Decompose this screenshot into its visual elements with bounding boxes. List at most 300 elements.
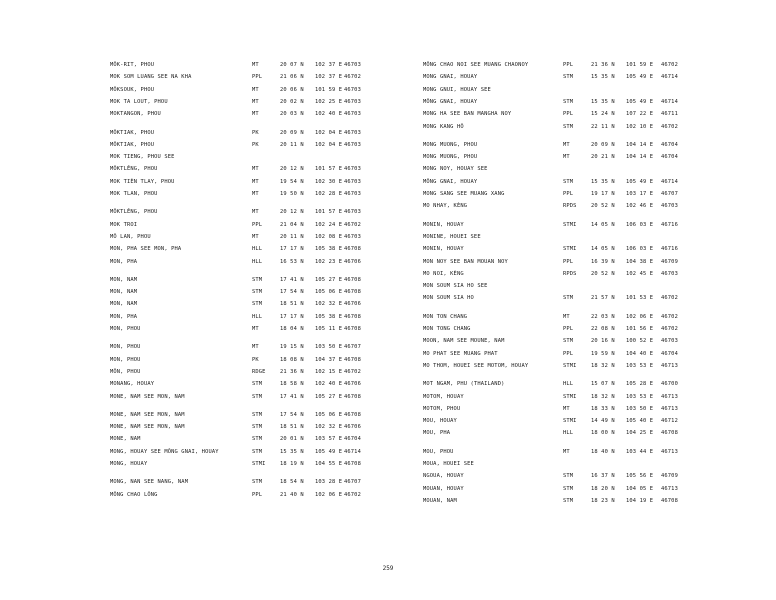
entry-type: PPL xyxy=(563,350,574,357)
entry-longitude: 102 32 E xyxy=(315,301,343,308)
entry-name: MONG NOY, HOUAY SEE xyxy=(423,166,488,173)
entry-longitude: 104 37 E xyxy=(315,356,343,363)
entry-name: MOUA, HOUEI SEE xyxy=(423,461,474,467)
entry-type: PPL xyxy=(252,491,263,498)
entry-name: MO NHAY, KÈNG xyxy=(423,203,468,210)
entry-type: MT xyxy=(563,405,570,412)
entry-type: HLL xyxy=(252,258,263,265)
entry-name: MON, PHOU xyxy=(110,356,141,363)
entry-longitude: 102 15 E xyxy=(315,368,343,375)
entry-name: MONE, NAM SEE MON, NAM xyxy=(110,424,185,431)
entry-type: STMI xyxy=(563,418,577,425)
entry-name: MÔ LAN, PHOU xyxy=(110,233,151,240)
entry-type: MT xyxy=(252,326,259,332)
entry-latitude: 16 53 N xyxy=(280,258,304,265)
entry-name: MONANG, HOUAY xyxy=(110,381,155,388)
entry-longitude: 105 38 E xyxy=(315,246,343,253)
entry-name: MÔKTIAK, PHOU xyxy=(110,141,155,148)
entry-longitude: 102 32 E xyxy=(315,424,343,431)
entry-name: MOK TIÈN TLAY, PHOU xyxy=(110,178,175,185)
entry-latitude: 20 11 N xyxy=(280,233,304,240)
entry-longitude: 104 05 E xyxy=(626,485,654,492)
entry-name: MOU, PHA xyxy=(423,430,451,437)
entry-longitude: 104 25 E xyxy=(626,430,654,437)
entry-name: NGOUA, HOUAY xyxy=(423,473,464,480)
entry-type: RPDS xyxy=(563,270,577,277)
entry-map-code: 46712 xyxy=(661,418,678,425)
entry-type: PK xyxy=(252,356,259,363)
entry-map-code: 46708 xyxy=(344,326,361,332)
entry-name: MON, NAM xyxy=(110,289,138,296)
entry-name: MON, PHOU xyxy=(110,344,141,351)
entry-name: MON, NAM xyxy=(110,301,138,308)
entry-longitude: 102 04 E xyxy=(315,129,343,136)
entry-longitude: 105 49 E xyxy=(626,98,654,105)
entry-map-code: 46706 xyxy=(344,381,361,388)
entry-longitude: 105 49 E xyxy=(315,448,343,455)
entry-map-code: 46706 xyxy=(344,301,361,308)
entry-name: MONG GNUI, HOUAY SEE xyxy=(423,86,491,93)
entry-map-code: 46714 xyxy=(344,448,361,455)
entry-type: PK xyxy=(252,129,259,136)
entry-type: STM xyxy=(563,485,574,492)
entry-latitude: 20 16 N xyxy=(591,338,615,345)
entry-longitude: 104 14 E xyxy=(626,154,654,161)
entry-latitude: 21 36 N xyxy=(591,62,615,68)
entry-name: MONG MUONG, PHOU xyxy=(423,141,478,148)
entry-type: STM xyxy=(252,411,263,418)
entry-name: MON TONG CHANG xyxy=(423,326,471,332)
entry-longitude: 102 24 E xyxy=(315,221,343,228)
entry-type: RDGE xyxy=(252,368,266,375)
entry-name: MÔNG CHAO NOI SEE MUANG CHAONOY xyxy=(423,62,529,68)
entry-map-code: 46702 xyxy=(344,74,361,81)
entry-name: MON SOUM SIA HO SEE xyxy=(423,283,488,290)
entry-latitude: 18 51 N xyxy=(280,424,304,431)
entry-latitude: 21 06 N xyxy=(280,74,304,81)
entry-latitude: 18 00 N xyxy=(591,430,615,437)
entry-map-code: 46703 xyxy=(344,98,361,105)
entry-type: MT xyxy=(252,86,259,93)
entry-latitude: 19 50 N xyxy=(280,191,304,197)
entry-latitude: 18 23 N xyxy=(591,497,615,504)
entry-map-code: 46713 xyxy=(661,448,678,455)
entry-longitude: 107 22 E xyxy=(626,111,654,118)
entry-type: STM xyxy=(252,436,263,443)
entry-type: STM xyxy=(563,178,574,185)
entry-latitude: 18 54 N xyxy=(280,479,304,486)
entry-map-code: 46713 xyxy=(661,485,678,492)
entry-name: MÔKSOUK, PHOU xyxy=(110,86,155,93)
entry-map-code: 46709 xyxy=(661,258,678,265)
entry-type: MT xyxy=(563,313,570,320)
entry-latitude: 15 24 N xyxy=(591,111,615,118)
entry-map-code: 46714 xyxy=(661,98,678,105)
entry-longitude: 104 14 E xyxy=(626,141,654,148)
entry-latitude: 14 05 N xyxy=(591,246,615,253)
entry-longitude: 100 52 E xyxy=(626,338,654,345)
entry-name: MO NOI, KÈNG xyxy=(423,270,464,277)
entry-type: PPL xyxy=(252,74,263,81)
entry-type: MT xyxy=(563,141,570,148)
entry-latitude: 20 21 N xyxy=(591,154,615,161)
entry-type: STM xyxy=(563,98,574,105)
entry-map-code: 46704 xyxy=(344,436,361,443)
entry-name: MON, PHA xyxy=(110,258,138,265)
entry-longitude: 102 40 E xyxy=(315,381,343,388)
entry-latitude: 18 19 N xyxy=(280,461,304,467)
entry-latitude: 14 05 N xyxy=(591,221,615,228)
entry-longitude: 104 38 E xyxy=(626,258,654,265)
entry-name: MONG GNAI, HOUAY xyxy=(423,74,478,81)
entry-map-code: 46716 xyxy=(661,246,678,253)
entry-map-code: 46707 xyxy=(344,344,361,351)
entry-longitude: 102 23 E xyxy=(315,258,343,265)
entry-map-code: 46709 xyxy=(661,473,678,480)
entry-name: MON TON CHANG xyxy=(423,313,468,320)
entry-name: MOKTANGON, PHOU xyxy=(110,111,161,118)
entry-longitude: 104 19 E xyxy=(626,497,654,504)
entry-type: STMI xyxy=(563,221,577,228)
entry-latitude: 18 20 N xyxy=(591,485,615,492)
entry-name: MONG KANG HÔ xyxy=(423,123,464,130)
entry-latitude: 22 08 N xyxy=(591,326,615,332)
entry-map-code: 46703 xyxy=(661,203,678,210)
entry-latitude: 15 35 N xyxy=(591,74,615,81)
entry-latitude: 15 07 N xyxy=(591,381,615,388)
entry-latitude: 18 58 N xyxy=(280,381,304,388)
entry-map-code: 46713 xyxy=(661,405,678,412)
entry-latitude: 18 40 N xyxy=(591,448,615,455)
entry-longitude: 102 04 E xyxy=(315,141,343,148)
entry-map-code: 46702 xyxy=(344,221,361,228)
entry-latitude: 20 03 N xyxy=(280,111,304,118)
entry-longitude: 102 28 E xyxy=(315,191,343,197)
entry-map-code: 46703 xyxy=(344,62,361,68)
entry-name: MOU, HOUAY xyxy=(423,418,457,425)
entry-latitude: 18 51 N xyxy=(280,301,304,308)
entry-type: PPL xyxy=(563,62,574,68)
entry-type: PK xyxy=(252,141,259,148)
entry-type: PPL xyxy=(252,221,263,228)
entry-map-code: 46704 xyxy=(661,154,678,161)
entry-latitude: 18 04 N xyxy=(280,326,304,332)
entry-name: MÔK-RIT, PHOU xyxy=(110,62,155,68)
entry-name: MOK TLAN, PHOU xyxy=(110,191,158,197)
entry-map-code: 46703 xyxy=(344,129,361,136)
entry-type: MT xyxy=(252,191,259,197)
entry-name: MOTOM, HOUAY xyxy=(423,393,464,400)
entry-latitude: 18 08 N xyxy=(280,356,304,363)
entry-longitude: 102 25 E xyxy=(315,98,343,105)
entry-type: MT xyxy=(252,344,259,351)
entry-latitude: 20 11 N xyxy=(280,141,304,148)
entry-longitude: 105 27 E xyxy=(315,393,343,400)
entry-longitude: 106 03 E xyxy=(626,246,654,253)
entry-latitude: 20 01 N xyxy=(280,436,304,443)
entry-longitude: 103 50 E xyxy=(626,405,654,412)
entry-type: STMI xyxy=(563,362,577,369)
entry-map-code: 46708 xyxy=(344,411,361,418)
entry-type: MT xyxy=(252,98,259,105)
entry-longitude: 103 28 E xyxy=(315,479,343,486)
entry-latitude: 17 54 N xyxy=(280,411,304,418)
entry-name: MOTOM, PHOU xyxy=(423,405,461,412)
entry-name: MON, PHA xyxy=(110,313,138,320)
entry-name: MONE, NAM SEE MON, NAM xyxy=(110,393,185,400)
entry-type: STM xyxy=(563,338,574,345)
entry-longitude: 103 53 E xyxy=(626,393,654,400)
entry-latitude: 22 03 N xyxy=(591,313,615,320)
entry-map-code: 46707 xyxy=(344,479,361,486)
entry-map-code: 46708 xyxy=(344,313,361,320)
entry-latitude: 17 41 N xyxy=(280,276,304,283)
entry-name: MOK TIENG, PHOU SEE xyxy=(110,154,175,161)
entry-longitude: 106 03 E xyxy=(626,221,654,228)
entry-longitude: 102 37 E xyxy=(315,62,343,68)
entry-name: MON, PHOU xyxy=(110,326,141,332)
entry-map-code: 46708 xyxy=(344,246,361,253)
entry-longitude: 102 10 E xyxy=(626,123,654,130)
entry-map-code: 46708 xyxy=(344,356,361,363)
entry-name: MONIN, HOUAY xyxy=(423,246,464,253)
entry-longitude: 105 27 E xyxy=(315,276,343,283)
entry-longitude: 102 46 E xyxy=(626,203,654,210)
entry-longitude: 105 49 E xyxy=(626,74,654,81)
entry-longitude: 105 56 E xyxy=(626,473,654,480)
entry-longitude: 103 50 E xyxy=(315,344,343,351)
entry-longitude: 105 06 E xyxy=(315,289,343,296)
entry-type: STM xyxy=(563,473,574,480)
entry-longitude: 103 44 E xyxy=(626,448,654,455)
entry-name: MONG, HOUAY SEE MÔNG GNAI, HOUAY xyxy=(110,448,219,455)
entry-map-code: 46702 xyxy=(661,62,678,68)
entry-latitude: 15 35 N xyxy=(591,98,615,105)
entry-type: HLL xyxy=(563,430,574,437)
entry-longitude: 105 40 E xyxy=(626,418,654,425)
entry-name: MO PHAT SEE MUANG PHAT xyxy=(423,350,498,357)
entry-type: STM xyxy=(252,424,263,431)
entry-name: MO THOM, HOUEI SEE MOTOM, HOUAY xyxy=(423,362,529,369)
entry-latitude: 19 59 N xyxy=(591,350,615,357)
entry-map-code: 46703 xyxy=(344,86,361,93)
entry-longitude: 103 17 E xyxy=(626,191,654,197)
entry-name: MOK TA LOUT, PHOU xyxy=(110,98,168,105)
entry-latitude: 19 17 N xyxy=(591,191,615,197)
entry-name: MONE, NAM SEE MON, NAM xyxy=(110,411,185,418)
entry-map-code: 46713 xyxy=(661,393,678,400)
entry-longitude: 101 59 E xyxy=(315,86,343,93)
entry-map-code: 46704 xyxy=(661,350,678,357)
entry-name: MOK SOM LUANG SEE NA KHA xyxy=(110,74,192,81)
entry-type: STM xyxy=(563,74,574,81)
entry-map-code: 46702 xyxy=(344,491,361,498)
entry-map-code: 46702 xyxy=(344,368,361,375)
entry-type: MT xyxy=(252,209,259,216)
entry-type: STM xyxy=(563,123,574,130)
entry-type: STM xyxy=(563,497,574,504)
entry-map-code: 46702 xyxy=(661,295,678,302)
entry-name: MONG, NAN SEE NANG, NAM xyxy=(110,479,189,486)
entry-name: MONG, HOUAY xyxy=(110,461,148,467)
entry-latitude: 17 41 N xyxy=(280,393,304,400)
entry-latitude: 18 32 N xyxy=(591,362,615,369)
entry-longitude: 104 55 E xyxy=(315,461,343,467)
entry-latitude: 15 35 N xyxy=(591,178,615,185)
entry-name: MÔNG GNAI, HOUAY xyxy=(423,178,478,185)
entry-map-code: 46708 xyxy=(661,497,678,504)
entry-latitude: 15 35 N xyxy=(280,448,304,455)
entry-latitude: 20 06 N xyxy=(280,86,304,93)
entry-name: MON, NAM xyxy=(110,276,138,283)
entry-longitude: 101 56 E xyxy=(626,326,654,332)
entry-latitude: 21 57 N xyxy=(591,295,615,302)
entry-map-code: 46707 xyxy=(661,191,678,197)
entry-map-code: 46706 xyxy=(344,258,361,265)
entry-longitude: 105 28 E xyxy=(626,381,654,388)
entry-type: MT xyxy=(252,178,259,185)
entry-longitude: 105 06 E xyxy=(315,411,343,418)
page-number: 259 xyxy=(382,565,394,572)
entry-type: STMI xyxy=(252,461,266,467)
entry-latitude: 20 09 N xyxy=(280,129,304,136)
entry-name: MON NOY SEE BAN MOUAN NOY xyxy=(423,258,508,265)
entry-type: STM xyxy=(252,289,263,296)
entry-type: RPDS xyxy=(563,203,577,210)
entry-latitude: 20 12 N xyxy=(280,166,304,173)
entry-map-code: 46716 xyxy=(661,221,678,228)
entry-type: STMI xyxy=(563,246,577,253)
entry-map-code: 46703 xyxy=(344,191,361,197)
entry-map-code: 46708 xyxy=(344,461,361,467)
entry-latitude: 14 49 N xyxy=(591,418,615,425)
entry-map-code: 46703 xyxy=(344,166,361,173)
entry-type: MT xyxy=(563,448,570,455)
entry-map-code: 46703 xyxy=(344,233,361,240)
entry-type: STM xyxy=(252,381,263,388)
entry-longitude: 105 49 E xyxy=(626,178,654,185)
entry-latitude: 21 36 N xyxy=(280,368,304,375)
entry-type: MT xyxy=(252,111,259,118)
entry-name: MOU, PHOU xyxy=(423,448,454,455)
entry-longitude: 105 38 E xyxy=(315,313,343,320)
entry-latitude: 20 09 N xyxy=(591,141,615,148)
entry-longitude: 102 37 E xyxy=(315,74,343,81)
entry-type: PPL xyxy=(563,326,574,332)
entry-type: STM xyxy=(252,479,263,486)
entry-name: MON SOUM SIA HO xyxy=(423,295,474,302)
entry-map-code: 46708 xyxy=(344,393,361,400)
entry-longitude: 101 59 E xyxy=(626,62,654,68)
entry-type: STMI xyxy=(563,393,577,400)
entry-name: MÔNG CHAO LÔNG xyxy=(110,491,158,498)
entry-latitude: 17 17 N xyxy=(280,246,304,253)
entry-longitude: 103 57 E xyxy=(315,436,343,443)
entry-map-code: 46703 xyxy=(344,178,361,185)
entry-name: MOT NGAM, PHU (THAILAND) xyxy=(423,381,505,388)
entry-map-code: 46702 xyxy=(661,123,678,130)
entry-map-code: 46703 xyxy=(661,338,678,345)
entry-longitude: 102 06 E xyxy=(626,313,654,320)
entry-name: MONE, NAM xyxy=(110,436,141,443)
entry-latitude: 20 07 N xyxy=(280,62,304,68)
entry-longitude: 102 08 E xyxy=(315,233,343,240)
entry-type: STM xyxy=(252,301,263,308)
entry-latitude: 16 37 N xyxy=(591,473,615,480)
entry-latitude: 22 11 N xyxy=(591,123,615,130)
entry-map-code: 46708 xyxy=(661,430,678,437)
entry-longitude: 104 40 E xyxy=(626,350,654,357)
entry-latitude: 20 52 N xyxy=(591,270,615,277)
entry-name: MOK TROI xyxy=(110,221,138,228)
entry-name: MOUAN, NAM xyxy=(423,497,457,504)
entry-name: MÔKTLÊNG, PHOU xyxy=(110,166,158,173)
entry-name: MÔN, PHOU xyxy=(110,368,141,375)
entry-latitude: 16 39 N xyxy=(591,258,615,265)
entry-map-code: 46708 xyxy=(344,276,361,283)
entry-longitude: 105 11 E xyxy=(315,326,343,332)
entry-longitude: 102 30 E xyxy=(315,178,343,185)
entry-map-code: 46702 xyxy=(661,326,678,332)
entry-map-code: 46704 xyxy=(661,141,678,148)
entry-type: HLL xyxy=(563,381,574,388)
entry-map-code: 46702 xyxy=(661,313,678,320)
entry-latitude: 18 33 N xyxy=(591,405,615,412)
entry-map-code: 46703 xyxy=(344,209,361,216)
entry-longitude: 101 57 E xyxy=(315,166,343,173)
entry-map-code: 46706 xyxy=(344,424,361,431)
entry-name: MONG HA SEE BAN MANGHA NOY xyxy=(423,111,512,118)
entry-name: MONG MUONG, PHOU xyxy=(423,154,478,161)
entry-latitude: 20 52 N xyxy=(591,203,615,210)
entry-latitude: 19 54 N xyxy=(280,178,304,185)
entry-name: MOON, NAM SEE MOUNE, NAM xyxy=(423,338,505,345)
entry-type: PPL xyxy=(563,111,574,118)
entry-longitude: 102 06 E xyxy=(315,491,343,498)
entry-latitude: 17 17 N xyxy=(280,313,304,320)
entry-longitude: 103 53 E xyxy=(626,362,654,369)
entry-name: MÔNG GNAI, HOUAY xyxy=(423,98,478,105)
entry-type: STM xyxy=(252,393,263,400)
entry-type: MT xyxy=(252,62,259,68)
entry-name: MÔKTIAK, PHOU xyxy=(110,129,155,136)
entry-latitude: 20 02 N xyxy=(280,98,304,105)
entry-longitude: 102 40 E xyxy=(315,111,343,118)
entry-latitude: 18 32 N xyxy=(591,393,615,400)
entry-map-code: 46703 xyxy=(344,141,361,148)
entry-latitude: 19 15 N xyxy=(280,344,304,351)
entry-type: MT xyxy=(563,154,570,161)
entry-map-code: 46708 xyxy=(344,289,361,296)
entry-name: MONIN, HOUAY xyxy=(423,221,464,228)
entry-type: MT xyxy=(252,166,259,173)
entry-latitude: 20 12 N xyxy=(280,209,304,216)
entry-type: HLL xyxy=(252,313,263,320)
entry-name: MONINE, HOUEI SEE xyxy=(423,233,481,240)
entry-latitude: 21 04 N xyxy=(280,221,304,228)
entry-map-code: 46713 xyxy=(661,362,678,369)
entry-type: STM xyxy=(563,295,574,302)
entry-map-code: 46700 xyxy=(661,381,678,388)
entry-map-code: 46703 xyxy=(344,111,361,118)
entry-longitude: 101 53 E xyxy=(626,295,654,302)
entry-map-code: 46714 xyxy=(661,74,678,81)
entry-map-code: 46711 xyxy=(661,111,678,118)
entry-name: MOUAN, HOUAY xyxy=(423,485,464,492)
entry-type: PPL xyxy=(563,191,574,197)
entry-map-code: 46714 xyxy=(661,178,678,185)
entry-longitude: 101 57 E xyxy=(315,209,343,216)
